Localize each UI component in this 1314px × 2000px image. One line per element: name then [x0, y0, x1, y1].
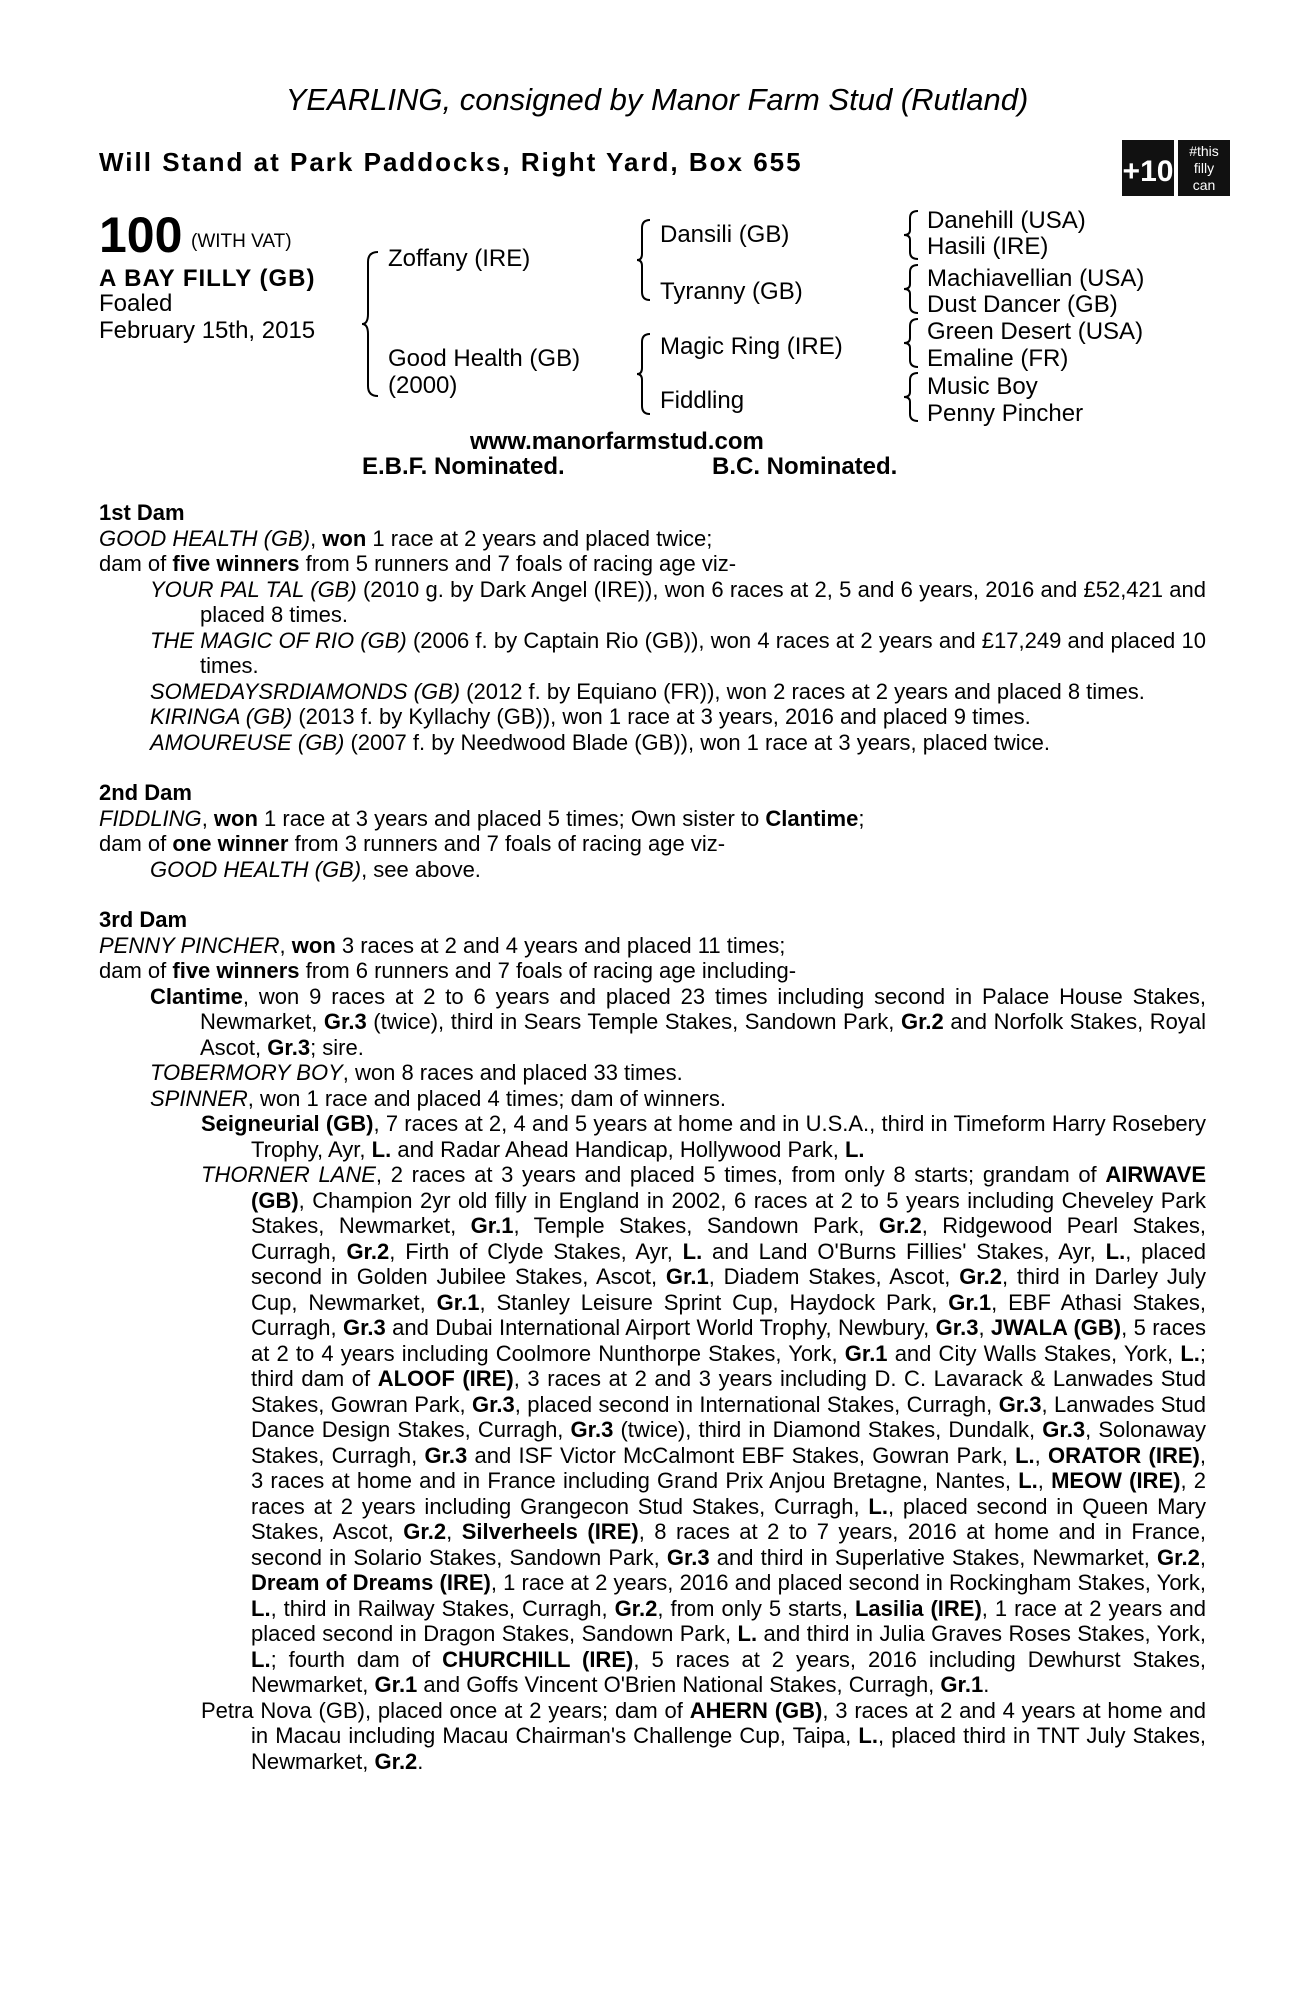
grand-offspring-entry-thorner: THORNER LANE, 2 races at 3 years and placed 5 times, from only 8 starts; grandam of AIRWAVE (GB), Champion 2yr old filly in England in 2002, 6 races at 2 to 5 years including Cheveley Park Stakes, Newmarket, Gr.1, Temple Stakes, Sandown Park, Gr.2, Ridgewood Pearl Stakes, Curragh, Gr.2, Firth of Clyde Stakes, Ayr, L. and Land O'Burns Fillies' Stakes, Ayr, L., placed second in Golden Jubilee Stakes, Ascot, Gr.1, Diadem Stakes, Ascot, Gr.2, third in Darley July Cup, Newmarket, Gr.1, Stanley Leisure Sprint Cup, Haydock Park, Gr.1, EBF Athasi Stakes, Curragh, Gr.3 and Dubai International Airport World Trophy, Newbury, Gr.3, JWALA (GB), 5 races at 2 to 4 years including Coolmore Nunthorpe Stakes, York, Gr.1 and City Walls Stakes, York, L.; third dam of ALOOF (IRE), 3 races at 2 and 3 years including D. C. Lavarack & Lanwades Stud Stakes, Gowran Park, Gr.3, placed second in International Stakes, Curragh, Gr.3, Lanwades Stud Dance Design Stakes, Curragh, Gr.3 (twice), third in Diamond Stakes, Dundalk, Gr.3, Solonaway Stakes, Curragh, Gr.3 and ISF Victor McCalmont EBF Stakes, Gowran Park, L., ORATOR (IRE), 3 races at home and in France including Grand Prix Anjou Bretagne, Nantes, L., MEOW (IRE), 2 races at 2 years including Grangecon Stud Stakes, Curragh, L., placed second in Queen Mary Stakes, Ascot, Gr.2, Silverheels (IRE), 8 races at 2 to 7 years, 2016 at home and in France, second in Solario Stakes, Sandown Park, Gr.3 and third in Superlative Stakes, Newmarket, Gr.2, Dream of Dreams (IRE), 1 race at 2 years, 2016 and placed second in Rockingham Stakes, York, L., third in Railway Stakes, Curragh, Gr.2, from only 5 starts, Lasilia (IRE), 1 race at 2 years and placed second in Dragon Stakes, Sandown Park, L. and third in Julia Graves Roses Stakes, York, L.; fourth dam of CHURCHILL (IRE), 5 races at 2 years, 2016 including Dewhurst Stakes, Newmarket, Gr.1 and Goffs Vincent O'Brien National Stakes, Curragh, Gr.1.: [201, 1162, 1207, 1697]
location-line: Will Stand at Park Paddocks, Right Yard, Box 655: [99, 147, 803, 177]
pedigree-brace-main: [362, 250, 382, 398]
plus-ten-badge: [1122, 140, 1230, 196]
consignor-line: YEARLING, consigned by Manor Farm Stud (Rutland): [285, 82, 1029, 117]
offspring-entry: YOUR PAL TAL (GB) (2010 g. by Dark Angel (IRE)), won 6 races at 2, 5 and 6 years, 2016 and £52,421 and placed 8 times.: [150, 576, 1206, 627]
third-dam-intro: PENNY PINCHER, won 3 races at 2 and 4 years and placed 11 times;: [99, 932, 786, 958]
ebf-nominated: E.B.F. Nominated.: [362, 453, 565, 480]
bc-nominated: B.C. Nominated.: [712, 453, 898, 480]
badge-tag-filly: filly: [1193, 160, 1215, 176]
ped-sire: Zoffany (IRE): [388, 245, 531, 272]
pedigree-brace-sire: [637, 218, 653, 302]
first-dam-summary: dam of five winners from 5 runners and 7 foals of racing age viz-: [99, 551, 737, 576]
ped-dam-sire: Magic Ring (IRE): [660, 333, 843, 360]
first-dam-heading: 1st Dam: [99, 500, 185, 525]
second-dam-heading: 2nd Dam: [99, 780, 192, 805]
foaled-date: February 15th, 2015: [99, 317, 316, 344]
third-dam-heading: 3rd Dam: [99, 907, 188, 932]
ped-dam-year: (2000): [388, 372, 458, 399]
badge-tag-this: #this: [1189, 143, 1219, 159]
ped-sire-sire: Dansili (GB): [660, 221, 790, 248]
first-dam-intro: GOOD HEALTH (GB), won 1 race at 2 years and placed twice;: [99, 525, 713, 551]
offspring-entry: SPINNER, won 1 race and placed 4 times; dam of winners.: [150, 1085, 726, 1111]
second-dam-summary: dam of one winner from 3 runners and 7 foals of racing age viz-: [99, 831, 726, 856]
ped-sire-dam: Tyranny (GB): [660, 278, 803, 305]
lot-vat: (WITH VAT): [191, 231, 292, 252]
offspring-entry: TOBERMORY BOY, won 8 races and placed 33 times.: [150, 1060, 683, 1085]
badge-plus-ten: +10: [1122, 155, 1174, 188]
second-dam-intro: FIDDLING, won 1 race at 3 years and placed 5 times; Own sister to Clantime;: [99, 805, 865, 831]
ped-dam-dam: Fiddling: [660, 387, 745, 414]
ped-dam: Good Health (GB): [388, 345, 581, 372]
foaled-label: Foaled: [99, 290, 173, 317]
offspring-entry: AMOUREUSE (GB) (2007 f. by Needwood Blade (GB)), won 1 race at 3 years, placed twice.: [150, 729, 1050, 755]
ped-dsd: Emaline (FR): [927, 345, 1069, 372]
ped-sss: Danehill (USA): [927, 207, 1086, 234]
pedigree-brace-ss: [903, 209, 921, 261]
lot-name: A BAY FILLY (GB): [99, 265, 316, 292]
grand-offspring-entry-petra: Petra Nova (GB), placed once at 2 years; dam of AHERN (GB), 3 races at 2 and 4 years at home and in Macau including Macau Chairman's Challenge Cup, Taipa, L., placed third in TNT July Stakes, Newmarket, Gr.2.: [201, 1697, 1206, 1774]
pedigree-notes: [99, 500, 1206, 1774]
ped-dds: Music Boy: [927, 373, 1038, 400]
pedigree-brace-dam: [637, 332, 653, 416]
website: www.manorfarmstud.com: [470, 428, 764, 455]
pedigree-brace-dd: [903, 371, 921, 423]
offspring-entry: KIRINGA (GB) (2013 f. by Kyllachy (GB)), won 1 race at 3 years, 2016 and placed 9 times.: [150, 704, 1031, 729]
ped-sdd: Dust Dancer (GB): [927, 291, 1118, 318]
offspring-entry-clantime: Clantime, won 9 races at 2 to 6 years and placed 23 times including second in Palace House Stakes, Newmarket, Gr.3 (twice), third in Sears Temple Stakes, Sandown Park, Gr.2 and Norfolk Stakes, Royal Ascot, Gr.3; sire.: [150, 983, 1206, 1060]
lot-number: 100: [99, 207, 183, 263]
ped-sds: Machiavellian (USA): [927, 265, 1145, 292]
offspring-entry: GOOD HEALTH (GB), see above.: [150, 856, 481, 882]
ped-dss: Green Desert (USA): [927, 318, 1144, 345]
ped-ssd: Hasili (IRE): [927, 233, 1049, 260]
ped-ddd: Penny Pincher: [927, 400, 1084, 427]
third-dam-summary: dam of five winners from 6 runners and 7 foals of racing age including-: [99, 958, 797, 983]
offspring-entry: THE MAGIC OF RIO (GB) (2006 f. by Captain Rio (GB)), won 4 races at 2 years and £17,249 and placed 10 times.: [150, 627, 1206, 678]
pedigree-brace-sd: [903, 263, 921, 315]
pedigree-brace-ds: [903, 317, 921, 369]
grand-offspring-entry: Seigneurial (GB), 7 races at 2, 4 and 5 years at home and in U.S.A., third in Timeform Harry Rosebery Trophy, Ayr, L. and Radar Ahead Handicap, Hollywood Park, L.: [201, 1111, 1206, 1162]
offspring-entry: SOMEDAYSRDIAMONDS (GB) (2012 f. by Equiano (FR)), won 2 races at 2 years and placed 8 times.: [150, 678, 1145, 704]
badge-tag-can: can: [1192, 177, 1216, 193]
